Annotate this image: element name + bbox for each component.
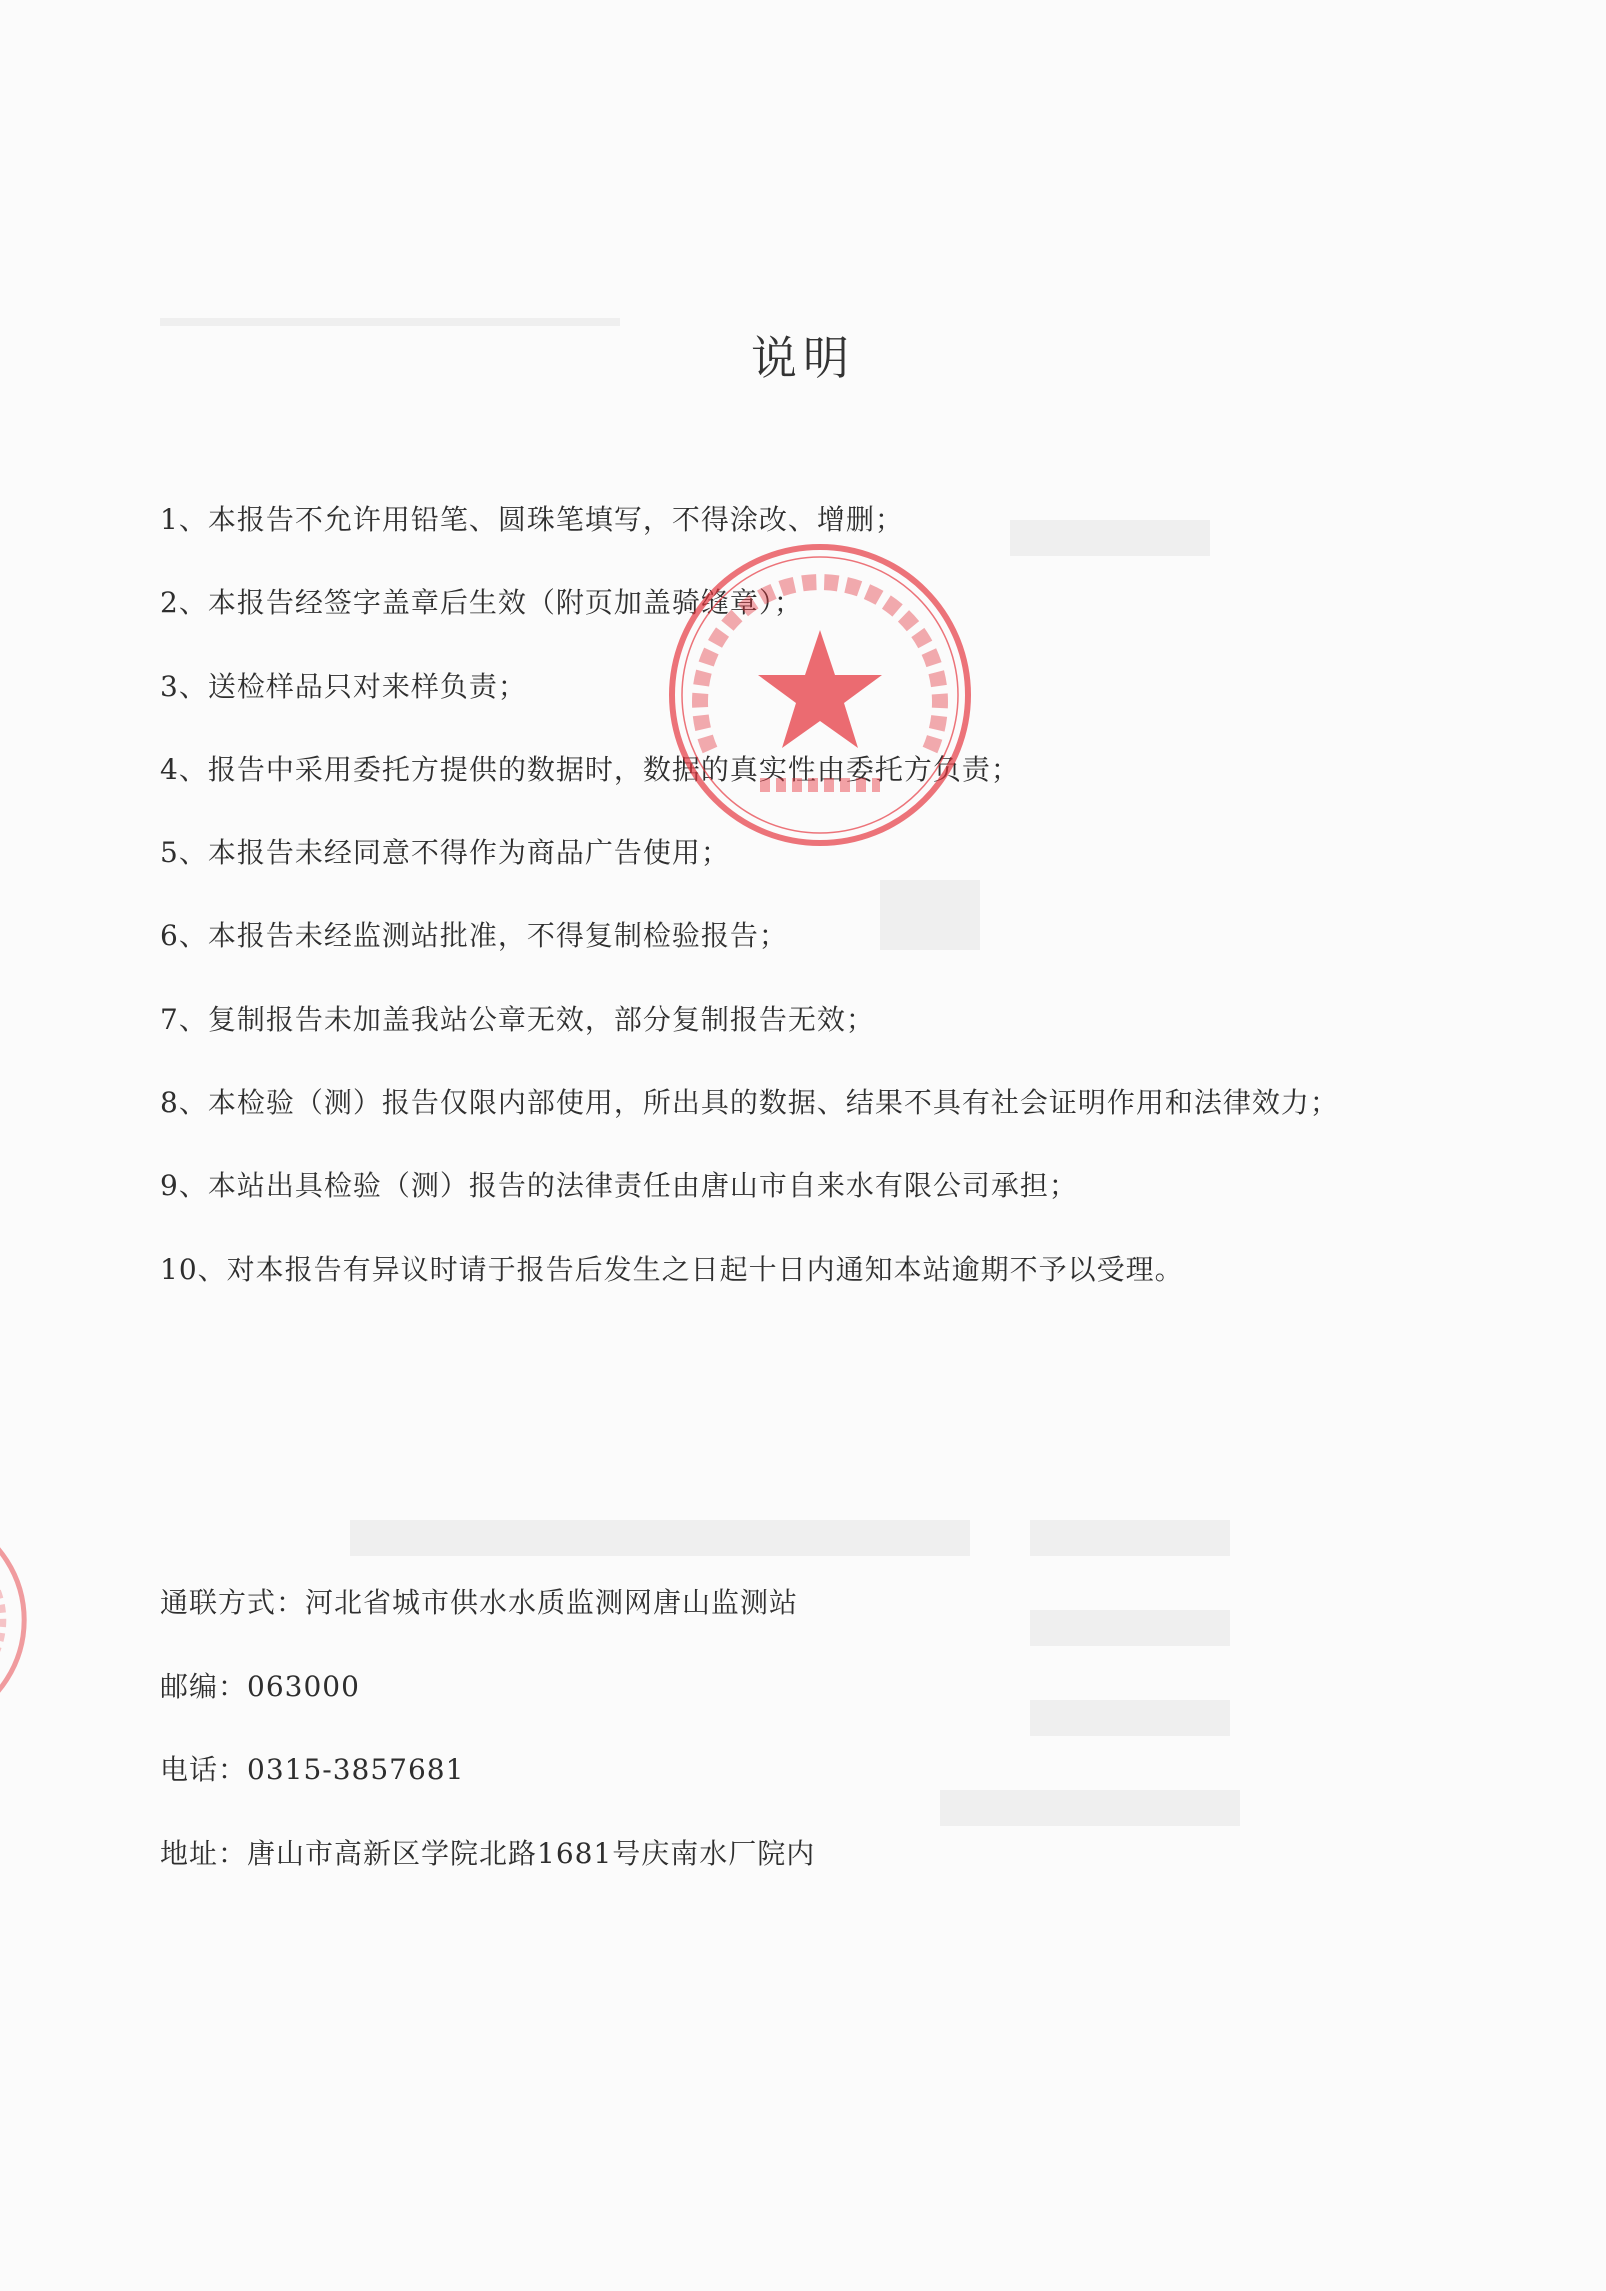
- notice-item: 10、对本报告有异议时请于报告后发生之日起十日内通知本站逾期不予以受理。: [160, 1252, 1184, 1286]
- bleed-through-mark: [350, 1520, 970, 1556]
- bleed-through-mark: [1030, 1610, 1230, 1646]
- notice-item: 9、本站出具检验（测）报告的法律责任由唐山市自来水有限公司承担；: [160, 1169, 1078, 1203]
- notice-item: 4、报告中采用委托方提供的数据时，数据的真实性由委托方负责；: [160, 752, 1020, 786]
- contact-postcode: 邮编：063000: [160, 1669, 360, 1703]
- contact-block: [160, 1578, 815, 1912]
- contact-address: 地址：唐山市高新区学院北路1681号庆南水厂院内: [160, 1836, 816, 1870]
- document-title: 说明: [751, 331, 855, 385]
- contact-org: 通联方式：河北省城市供水水质监测网唐山监测站: [160, 1586, 799, 1619]
- bleed-through-mark: [1030, 1700, 1230, 1736]
- bleed-through-mark: [1030, 1520, 1230, 1556]
- notice-item: 1、本报告不允许用铅笔、圆珠笔填写，不得涂改、增删；: [160, 503, 904, 536]
- contact-phone: 电话：0315-3857681: [160, 1753, 465, 1786]
- official-seal-stamp: [660, 535, 980, 855]
- notice-item: 7、复制报告未加盖我站公章无效，部分复制报告无效；: [160, 1002, 875, 1036]
- notice-item: 6、本报告未经监测站批准，不得复制检验报告；: [160, 919, 788, 953]
- partial-seal-stamp: [0, 1510, 40, 1730]
- notice-item: 2、本报告经签字盖章后生效（附页加盖骑缝章）；: [160, 586, 803, 620]
- notice-item: 5、本报告未经同意不得作为商品广告使用；: [160, 836, 730, 870]
- notice-item: 8、本检验（测）报告仅限内部使用，所出具的数据、结果不具有社会证明作用和法律效力；: [160, 1086, 1339, 1120]
- bleed-through-mark: [940, 1790, 1240, 1826]
- notice-item: 3、送检样品只对来样负责；: [160, 669, 527, 703]
